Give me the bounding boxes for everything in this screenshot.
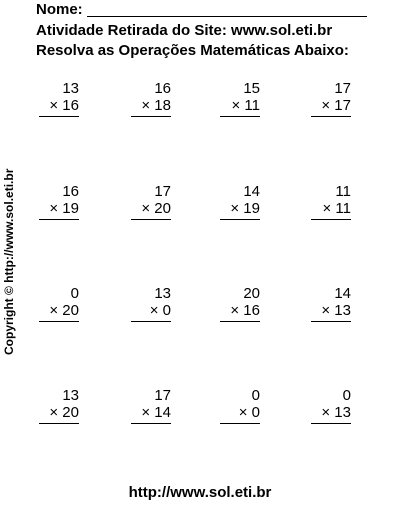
problem-multiplier: × 13: [321, 404, 351, 421]
answer-line: [39, 116, 79, 117]
problem-multiplier: × 19: [49, 200, 79, 217]
problem-multiplier: × 18: [141, 97, 171, 114]
answer-line: [311, 423, 351, 424]
problem-multiplier: × 11: [231, 97, 260, 114]
problem-top-number: 15: [243, 80, 260, 97]
problem-top-number: 0: [70, 285, 79, 302]
problem-14: [131, 387, 171, 424]
problem-top-number: 20: [243, 285, 260, 302]
problem-16: [311, 387, 351, 424]
problem-10: [131, 285, 171, 322]
name-label: Nome:: [36, 1, 83, 18]
problem-12: [311, 285, 351, 322]
problem-multiplier: × 16: [49, 97, 79, 114]
instruction-line: Resolva as Operações Matemáticas Abaixo:: [36, 42, 349, 59]
problem-top-number: 16: [154, 80, 171, 97]
name-blank-line: [87, 16, 367, 17]
problem-2: [131, 80, 171, 117]
problem-multiplier: × 0: [149, 302, 171, 319]
problem-multiplier: × 20: [141, 200, 171, 217]
answer-line: [220, 423, 260, 424]
answer-line: [311, 321, 351, 322]
problem-multiplier: × 11: [322, 200, 351, 217]
problem-top-number: 14: [243, 183, 260, 200]
copyright-vertical-text: Copyright © http://www.sol.eti.br: [2, 168, 16, 355]
problem-4: [311, 80, 351, 117]
answer-line: [131, 321, 171, 322]
answer-line: [39, 423, 79, 424]
answer-line: [220, 116, 260, 117]
problem-top-number: 13: [62, 80, 79, 97]
problem-13: [39, 387, 79, 424]
problem-top-number: 11: [335, 183, 351, 200]
answer-line: [311, 219, 351, 220]
answer-line: [131, 423, 171, 424]
answer-line: [220, 321, 260, 322]
problem-top-number: 0: [251, 387, 260, 404]
problem-6: [131, 183, 171, 220]
answer-line: [39, 219, 79, 220]
problem-11: [220, 285, 260, 322]
problem-multiplier: × 0: [238, 404, 260, 421]
problem-15: [220, 387, 260, 424]
problem-multiplier: × 13: [321, 302, 351, 319]
problem-top-number: 14: [334, 285, 351, 302]
answer-line: [311, 116, 351, 117]
problem-top-number: 13: [62, 387, 79, 404]
problem-multiplier: × 20: [49, 404, 79, 421]
problem-top-number: 0: [342, 387, 351, 404]
problem-multiplier: × 16: [230, 302, 260, 319]
problem-top-number: 16: [62, 183, 79, 200]
answer-line: [39, 321, 79, 322]
problem-multiplier: × 17: [321, 97, 351, 114]
problem-multiplier: × 14: [141, 404, 171, 421]
problem-5: [39, 183, 79, 220]
problem-top-number: 17: [154, 387, 171, 404]
answer-line: [220, 219, 260, 220]
problem-top-number: 13: [154, 285, 171, 302]
problem-top-number: 17: [334, 80, 351, 97]
problem-1: [39, 80, 79, 117]
footer-url: http://www.sol.eti.br: [128, 484, 272, 501]
problem-8: [311, 183, 351, 220]
source-line: Atividade Retirada do Site: www.sol.eti.br: [36, 22, 333, 39]
problem-7: [220, 183, 260, 220]
problem-9: [39, 285, 79, 322]
answer-line: [131, 219, 171, 220]
problem-multiplier: × 20: [49, 302, 79, 319]
problem-multiplier: × 19: [230, 200, 260, 217]
problem-3: [220, 80, 260, 117]
problem-top-number: 17: [154, 183, 171, 200]
answer-line: [131, 116, 171, 117]
